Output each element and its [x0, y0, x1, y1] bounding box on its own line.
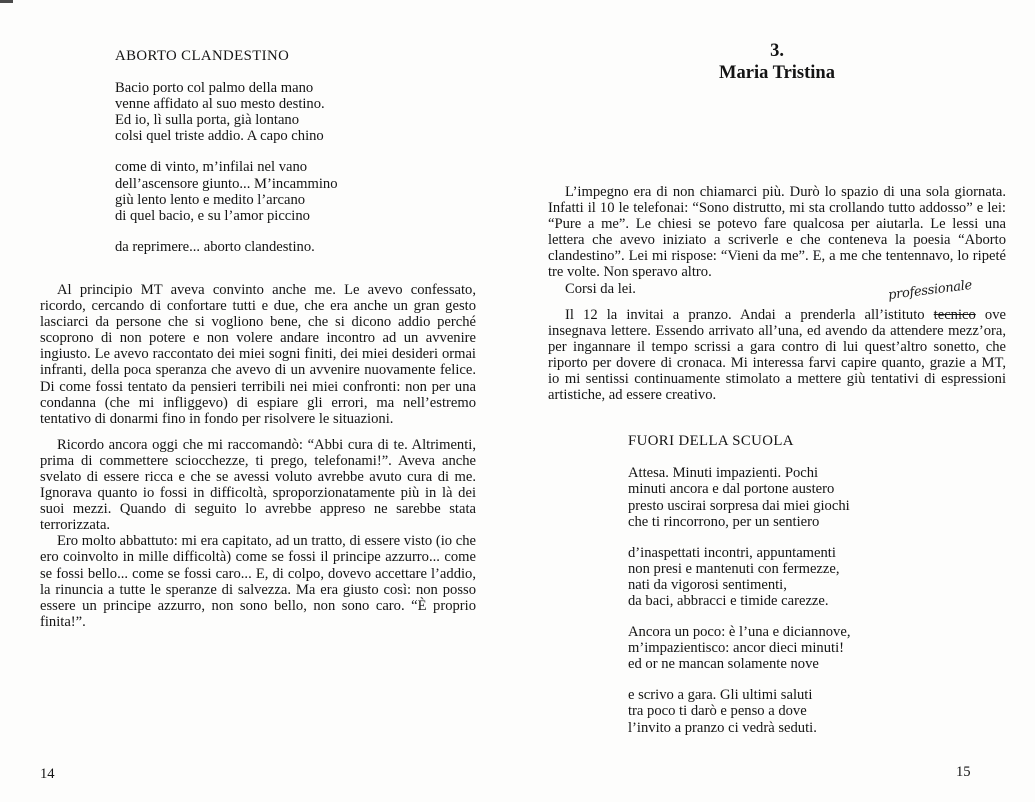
left-page: [40, 48, 476, 630]
poem-line: di quel bacio, e su l’amor piccino: [115, 207, 310, 224]
poem-stanza: [115, 239, 476, 255]
poem-line: dell’ascensore giunto... M’incammino: [115, 175, 338, 192]
prose-paragraph-with-correction: [548, 307, 1006, 404]
poem-stanza: [115, 80, 476, 144]
poem-aborto-clandestino: [115, 48, 476, 255]
poem-stanza: [628, 624, 1006, 672]
poem-stanza: [628, 465, 1006, 529]
poem-line: da baci, abbracci e timide carezze.: [628, 592, 829, 609]
poem-stanza: [628, 545, 1006, 609]
chapter-number: 3.: [770, 41, 784, 61]
struck-word: tecnico: [933, 306, 976, 323]
page-number-left: 14: [40, 766, 55, 782]
poem-stanza: [115, 159, 476, 223]
poem-title: ABORTO CLANDESTINO: [115, 48, 290, 64]
prose-paragraph: Ero molto abbattuto: mi era capitato, ad un tratto, di essere visto (io che ero coinvolto in mille difficoltà) come se fossi il principe azzurro... come se fossi bello... come se fossi caro... E, di colpo, dovevo accettare l’addio, la rinuncia a tutte le speranze di salvezza. Ma era giusto così: non posso essere un principe azzurro, non sono bello, non sono caro. “È proprio finita!”.: [40, 533, 476, 630]
poem-line: l’invito a pranzo ci vedrà seduti.: [628, 719, 817, 736]
poem-stanza: [628, 687, 1006, 735]
poem-line: tra poco ti darò e penso a dove: [628, 703, 807, 720]
poem-line: giù lento lento e medito l’arcano: [115, 191, 306, 208]
poem-line: che ti rincorrono, per un sentiero: [628, 513, 820, 530]
poem-title: FUORI DELLA SCUOLA: [628, 433, 794, 450]
chapter-title: Maria Tristina: [719, 63, 835, 83]
page-number-right: 15: [956, 764, 971, 780]
poem-line: Ed io, lì sulla porta, già lontano: [115, 112, 300, 129]
poem-line: Bacio porto col palmo della mano: [115, 80, 314, 97]
paragraph-text-after-strike: ove insegnava lettere. Essendo arrivato all’una, ed avendo da attendere mezz’ora, per ingannare il tempo scrissi a gara contro di lui quest’altro sonetto, che riporto per dovere di cronaca. Mi interessa farvi capire quanto, grazie a MT, io mi sentissi continuamente stimolato a mettere giù tentativi di espressioni artistiche, ad essere creativo.: [548, 306, 1006, 404]
poem-fuori-della-scuola: [628, 433, 1006, 735]
poem-line: e scrivo a gara. Gli ultimi saluti: [628, 687, 813, 704]
poem-line: non presi e mantenuti con fermezze,: [628, 560, 840, 577]
scan-corner-artifact: [0, 0, 13, 3]
prose-paragraph: Ricordo ancora oggi che mi raccomandò: “Abbi cura di te. Altrimenti, prima di commettere sciocchezze, ti prego, telefonami!”. Aveva anche svelato di essere ricca e che se avessi voluto avrebbe avuto cura di me. Ignorava quanto io fossi in difficoltà, sproporzionatamente più in là dei suoi mezzi. Quando di seguito lo avrebbe appreso ne sarebbe stata terrorizzata.: [40, 436, 476, 534]
poem-line: m’impazientisco: ancor dieci minuti!: [628, 640, 844, 657]
prose-paragraph: Al principio MT aveva convinto anche me. Le avevo confessato, ricordo, cercando di confortare tutti e due, che era anche un gran gesto lasciarci da persone che si vogliono bene, che si dicono addio perché scoprono di non potere e non volere andare incontro ad un avvenire ingiusto. Le avevo raccontato dei miei sogni finiti, dei miei desideri ormai infranti, della poca speranza che avevo di un avvenire nuovamente felice. Di come fossi tentato da pensieri terribili nei miei confronti: non per una condanna (che mi infliggevo) di espiare gli errori, ma nell’estremo tentativo di donarmi fino in fondo per risolvere le situazioni.: [40, 281, 476, 427]
poem-line: come di vinto, m’infilai nel vano: [115, 159, 308, 176]
handwritten-annotation: professionale: [887, 277, 973, 304]
poem-line: venne affidato al suo mesto destino.: [115, 96, 325, 113]
poem-line: da reprimere... aborto clandestino.: [115, 238, 315, 255]
poem-line: Ancora un poco: è l’una e diciannove,: [628, 624, 851, 641]
poem-line: presto uscirai sorpresa dai miei giochi: [628, 497, 850, 514]
poem-line: nati da vigorosi sentimenti,: [628, 576, 787, 593]
prose-paragraph: L’impegno era di non chiamarci più. Durò lo spazio di una sola giornata. Infatti il 10 le telefonai: “Sono distrutto, mi sta crollando tutto addosso” e lei: “Pure a me”. Le chiesi se potevo fare qualcosa per aiutarla. Le lessi una lettera che avevo iniziato a scriverle e che conteneva la poesia “Aborto clandestino”. Lei mi rispose: “Vieni da me”. E, a me che tentennavo, lo ripeté tre volte. Non speravo altro.: [548, 184, 1006, 281]
prose-paragraph: Corsi da lei.: [565, 280, 636, 297]
poem-line: minuti ancora e dal portone austero: [628, 481, 835, 498]
poem-line: ed or ne mancan solamente nove: [628, 656, 819, 673]
paragraph-text-before-strike: Il 12 la invitai a pranzo. Andai a prenderla all’istituto: [565, 306, 934, 323]
chapter-heading: [548, 40, 1006, 84]
poem-line: colsi quel triste addio. A capo chino: [115, 128, 324, 145]
poem-line: Attesa. Minuti impazienti. Pochi: [628, 465, 819, 482]
poem-line: d’inaspettati incontri, appuntamenti: [628, 544, 836, 561]
right-page: [548, 40, 1006, 736]
